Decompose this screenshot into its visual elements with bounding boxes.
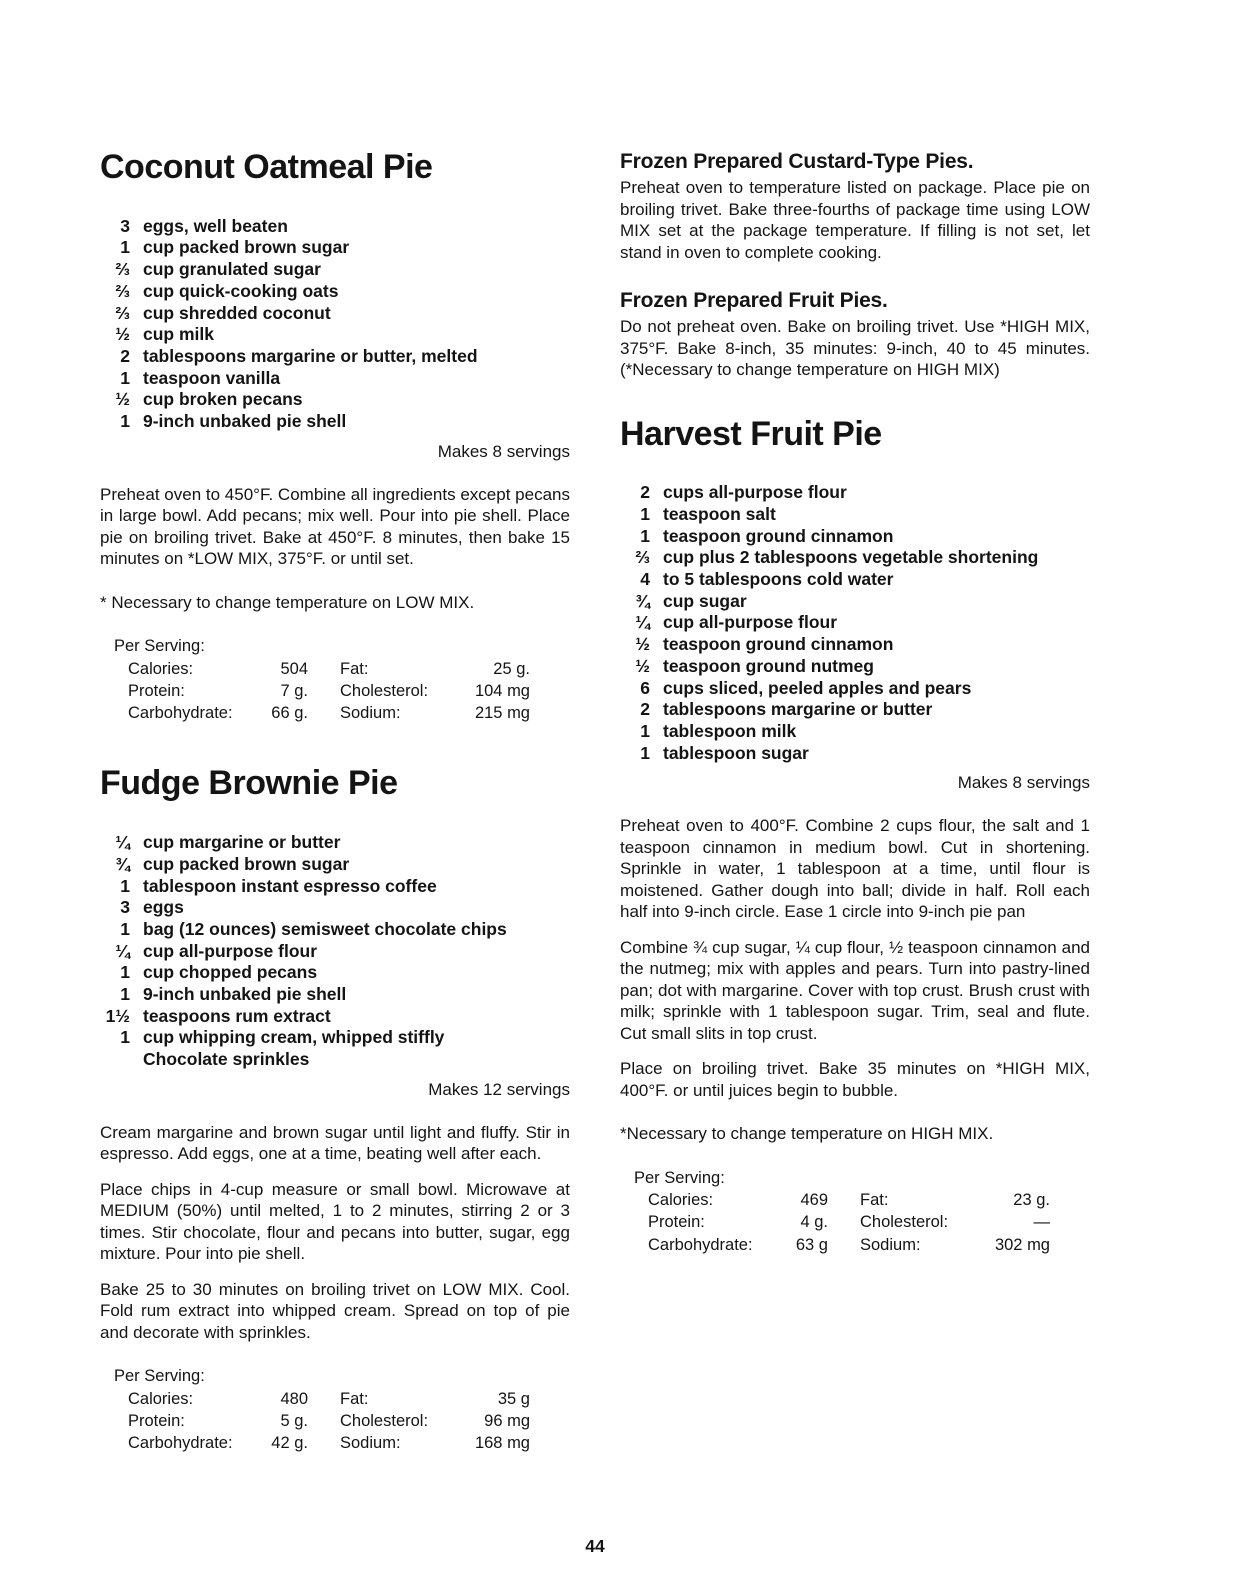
directions-paragraph: Preheat oven to 450°F. Combine all ingredients except pecans in large bowl. Add pecans; mix well. Pour into pie shell. Place pie on broiling trivet. Bake at 450°F. 8 minutes, then bake 15 minutes on *LOW MIX, 375°F. or until set. — [100, 484, 570, 569]
ingredient-row — [100, 346, 570, 368]
directions-paragraph: Place chips in 4-cup measure or small bowl. Microwave at MEDIUM (50%) until melted, 1 to 2 minutes, stirring 2 or 3 times. Stir chocolate, flour and pecans into butter, sugar, egg mixture. Pour into pie shell. — [100, 1179, 570, 1264]
ingredient-amount: 1 — [120, 875, 130, 896]
ingredient-amount: 1 — [640, 742, 650, 763]
ingredient-row — [620, 721, 1090, 743]
ingredient-text: cup shredded coconut — [143, 302, 331, 323]
nutrition-label: Sodium: — [340, 1434, 401, 1453]
ingredient-text: teaspoons rum extract — [143, 1005, 331, 1026]
left-column — [100, 150, 570, 1455]
ingredient-amount: ½ — [635, 634, 650, 655]
nutrition-row — [128, 1388, 570, 1410]
nutrition-label: Protein: — [128, 1411, 185, 1430]
ingredient-amount: ⅔ — [635, 547, 650, 568]
ingredient-amount — [100, 1049, 130, 1071]
ingredient-row — [620, 699, 1090, 721]
ingredient-row — [100, 281, 570, 303]
ingredient-list — [620, 482, 1090, 764]
yield-line: Makes 8 servings — [957, 773, 1090, 793]
ingredient-text: teaspoon salt — [663, 503, 776, 524]
ingredient-amount: 1 — [120, 918, 130, 939]
ingredient-text: bag (12 ounces) semisweet chocolate chips — [143, 918, 507, 939]
ingredient-text: cup whipping cream, whipped stiffly — [143, 1027, 445, 1048]
nutrition-label: Fat: — [340, 659, 369, 678]
ingredient-amount: ½ — [635, 655, 650, 676]
nutrition-row — [648, 1189, 1090, 1211]
right-column — [620, 150, 1090, 1256]
ingredient-row — [620, 634, 1090, 656]
footnote: *Necessary to change temperature on HIGH MIX. — [620, 1124, 994, 1144]
ingredient-row — [620, 482, 1090, 504]
ingredient-row — [100, 1049, 570, 1071]
ingredient-text: cups all-purpose flour — [663, 482, 847, 503]
section-spacer — [100, 724, 570, 766]
nutrition-value: 66 g. — [271, 704, 308, 723]
nutrition-row — [648, 1234, 1090, 1256]
ingredient-row — [100, 897, 570, 919]
section-frozen-fruit-pies — [620, 289, 1090, 381]
ingredient-row — [100, 832, 570, 854]
ingredient-amount: ½ — [115, 389, 130, 410]
yield-line: Makes 8 servings — [437, 441, 570, 461]
ingredient-amount: 4 — [640, 569, 650, 589]
nutrition-label: Cholesterol: — [340, 681, 429, 700]
ingredient-text: to 5 tablespoons cold water — [663, 569, 894, 589]
yield-line: Makes 12 servings — [428, 1079, 570, 1099]
nutrition-label: Fat: — [860, 1191, 889, 1210]
nutrition-row — [128, 702, 570, 724]
ingredient-amount: ¼ — [115, 940, 130, 961]
ingredient-amount: ¼ — [635, 612, 650, 633]
nutrition-value: 480 — [280, 1389, 308, 1408]
nutrition-heading: Per Serving: — [634, 1168, 725, 1187]
footnote: * Necessary to change temperature on LOW MIX. — [100, 592, 475, 612]
ingredient-amount: 1½ — [105, 1005, 130, 1026]
ingredient-list — [100, 216, 570, 433]
directions-paragraph: Preheat oven to 400°F. Combine 2 cups flour, the salt and 1 teaspoon cinnamon in medium bowl. Cut in shortening. Sprinkle in water, 1 tablespoon at a time, until flour is moistened. Gather dough into ball; divide in half. Roll each half into 9-inch circle. Ease 1 circle into 9-inch pie pan — [620, 816, 1090, 922]
ingredient-row — [100, 1027, 570, 1049]
ingredient-text: teaspoon ground nutmeg — [663, 655, 874, 676]
ingredient-row — [100, 368, 570, 390]
ingredient-text: tablespoons margarine or butter, melted — [143, 345, 478, 366]
ingredient-amount: ⅔ — [115, 280, 130, 301]
ingredient-text: cup packed brown sugar — [143, 853, 350, 874]
nutrition-label: Carbohydrate: — [648, 1235, 753, 1254]
nutrition-label: Fat: — [340, 1389, 369, 1408]
recipe-harvest-fruit-pie — [620, 414, 1090, 1257]
ingredient-text: cup broken pecans — [143, 389, 303, 410]
nutrition-value: 104 mg — [474, 681, 530, 700]
nutrition-value: 63 g — [795, 1235, 828, 1254]
ingredient-row — [100, 303, 570, 325]
nutrition-value: 302 mg — [994, 1235, 1050, 1254]
ingredient-row — [100, 854, 570, 876]
nutrition-heading: Per Serving: — [114, 637, 205, 656]
nutrition-row — [128, 1410, 570, 1432]
ingredient-amount: 1 — [120, 962, 130, 983]
ingredient-row — [100, 259, 570, 281]
ingredient-text: cup granulated sugar — [143, 259, 321, 280]
ingredient-amount: 1 — [640, 720, 650, 741]
nutrition-label: Sodium: — [340, 704, 401, 723]
ingredient-text: cup sugar — [663, 590, 747, 611]
ingredient-text: tablespoon instant espresso coffee — [143, 875, 437, 896]
ingredient-text: 9-inch unbaked pie shell — [143, 411, 347, 432]
ingredient-text: teaspoon ground cinnamon — [663, 634, 894, 655]
directions-paragraph: Place on broiling trivet. Bake 35 minutes on *HIGH MIX, 400°F. or until juices begin to bubble. — [620, 1059, 1090, 1100]
ingredient-row — [620, 504, 1090, 526]
ingredient-list — [100, 832, 570, 1071]
directions-paragraph: Cream margarine and brown sugar until light and fluffy. Stir in espresso. Add eggs, one at a time, beating well after each. — [100, 1122, 570, 1164]
nutrition-value: — — [1033, 1213, 1050, 1232]
section-heading: Frozen Prepared Fruit Pies. — [620, 289, 888, 312]
ingredient-text: 9-inch unbaked pie shell — [143, 984, 347, 1005]
nutrition-label: Protein: — [128, 681, 185, 700]
ingredient-amount: 1 — [120, 367, 130, 388]
ingredient-row — [620, 547, 1090, 569]
ingredient-amount: ¾ — [635, 590, 650, 611]
ingredient-row — [100, 389, 570, 411]
ingredient-amount: 2 — [120, 345, 130, 366]
ingredient-row — [100, 1006, 570, 1028]
ingredient-text: cup all-purpose flour — [143, 940, 318, 961]
ingredient-amount: 3 — [120, 215, 130, 236]
nutrition-facts — [620, 1167, 1090, 1256]
nutrition-value: 25 g. — [493, 659, 530, 678]
ingredient-amount: 1 — [640, 525, 650, 546]
ingredient-text: teaspoon vanilla — [143, 367, 281, 388]
recipe-title: Harvest Fruit Pie — [620, 414, 882, 453]
nutrition-label: Protein: — [648, 1213, 705, 1232]
ingredient-amount: ⅔ — [115, 259, 130, 280]
ingredient-amount: 1 — [120, 411, 130, 432]
ingredient-amount: 1 — [640, 503, 650, 524]
ingredient-text: tablespoon sugar — [663, 742, 809, 763]
nutrition-value: 7 g. — [280, 681, 308, 700]
ingredient-row — [620, 656, 1090, 678]
ingredient-amount: 1 — [120, 237, 130, 258]
ingredient-text: eggs, well beaten — [143, 215, 288, 236]
nutrition-rows — [114, 658, 570, 725]
ingredient-amount: 3 — [120, 897, 130, 918]
ingredient-row — [100, 984, 570, 1006]
ingredient-row — [100, 941, 570, 963]
nutrition-label: Calories: — [128, 1389, 194, 1408]
recipe-title: Fudge Brownie Pie — [100, 764, 398, 803]
ingredient-row — [620, 743, 1090, 765]
ingredient-text: Chocolate sprinkles — [143, 1049, 310, 1070]
nutrition-value: 35 g — [497, 1389, 530, 1408]
ingredient-text: cup all-purpose flour — [663, 612, 838, 633]
nutrition-label: Calories: — [648, 1191, 714, 1210]
ingredient-amount: 1 — [120, 1027, 130, 1048]
ingredient-amount: ¾ — [115, 853, 130, 874]
nutrition-rows — [114, 1388, 570, 1455]
nutrition-value: 42 g. — [271, 1434, 308, 1453]
ingredient-row — [620, 569, 1090, 591]
ingredient-row — [100, 411, 570, 433]
section-frozen-custard-pies — [620, 150, 1090, 263]
ingredient-row — [100, 237, 570, 259]
ingredient-text: cup margarine or butter — [143, 832, 341, 853]
ingredient-text: cups sliced, peeled apples and pears — [663, 677, 972, 698]
nutrition-facts — [100, 1365, 570, 1454]
recipe-title: Coconut Oatmeal Pie — [100, 148, 433, 186]
nutrition-row — [128, 658, 570, 680]
ingredient-text: cup plus 2 tablespoons vegetable shortening — [663, 547, 1039, 568]
directions-paragraph: Bake 25 to 30 minutes on broiling trivet on LOW MIX. Cool. Fold rum extract into whipped cream. Spread on top of pie and decorate with sprinkles. — [100, 1279, 570, 1342]
ingredient-amount: ¼ — [115, 832, 130, 853]
ingredient-text: eggs — [143, 897, 184, 918]
recipe-coconut-oatmeal-pie — [100, 150, 570, 724]
ingredient-row — [100, 876, 570, 898]
nutrition-value: 5 g. — [280, 1411, 308, 1430]
recipe-fudge-brownie-pie — [100, 766, 570, 1454]
section-body: Preheat oven to temperature listed on package. Place pie on broiling trivet. Bake three-fourths of package time using LOW MIX set at the package temperature. If filling is not set, let stand in oven to complete cooking. — [620, 178, 1090, 262]
nutrition-value: 96 mg — [484, 1411, 530, 1430]
nutrition-label: Carbohydrate: — [128, 1434, 233, 1453]
nutrition-label: Sodium: — [860, 1235, 921, 1254]
section-heading: Frozen Prepared Custard-Type Pies. — [620, 150, 974, 173]
nutrition-value: 215 mg — [474, 704, 530, 723]
ingredient-row — [100, 962, 570, 984]
ingredient-row — [100, 216, 570, 238]
nutrition-row — [128, 1432, 570, 1454]
ingredient-text: cup milk — [143, 324, 214, 345]
ingredient-amount: 1 — [120, 984, 130, 1005]
nutrition-facts — [100, 635, 570, 724]
ingredient-row — [620, 526, 1090, 548]
ingredient-row — [100, 919, 570, 941]
ingredient-amount: ⅔ — [115, 302, 130, 323]
nutrition-rows — [634, 1189, 1090, 1256]
ingredient-amount: 2 — [640, 482, 650, 503]
ingredient-text: tablespoons margarine or butter — [663, 699, 933, 720]
nutrition-label: Carbohydrate: — [128, 704, 233, 723]
ingredient-row — [100, 324, 570, 346]
ingredient-text: teaspoon ground cinnamon — [663, 525, 894, 546]
nutrition-label: Cholesterol: — [340, 1411, 429, 1430]
ingredient-row — [620, 678, 1090, 700]
nutrition-label: Cholesterol: — [860, 1213, 949, 1232]
nutrition-value: 168 mg — [474, 1434, 530, 1453]
nutrition-value: 23 g. — [1013, 1191, 1050, 1210]
ingredient-text: cup chopped pecans — [143, 962, 318, 983]
page-number: 44 — [585, 1536, 605, 1556]
ingredient-amount: 2 — [640, 699, 650, 720]
ingredient-row — [620, 591, 1090, 613]
nutrition-row — [128, 680, 570, 702]
section-spacer — [620, 381, 1090, 417]
directions-paragraph: Combine ¾ cup sugar, ¼ cup flour, ½ teaspoon cinnamon and the nutmeg; mix with apples and pears. Turn into pastry-lined pan; dot with margarine. Cover with top crust. Brush crust with milk; sprinkle with 1 tablespoon sugar. Trim, seal and flute. Cut small slits in top crust. — [620, 937, 1090, 1043]
ingredient-row — [620, 612, 1090, 634]
nutrition-row — [648, 1211, 1090, 1233]
nutrition-heading: Per Serving: — [114, 1367, 205, 1386]
ingredient-amount: ½ — [115, 324, 130, 345]
ingredient-amount: 6 — [640, 677, 650, 698]
nutrition-value: 4 g. — [800, 1213, 828, 1232]
nutrition-value: 504 — [280, 659, 308, 678]
ingredient-text: cup quick-cooking oats — [143, 280, 339, 301]
nutrition-label: Calories: — [128, 659, 194, 678]
ingredient-text: cup packed brown sugar — [143, 237, 350, 258]
section-body: Do not preheat oven. Bake on broiling trivet. Use *HIGH MIX, 375°F. Bake 8-inch, 35 minutes: 9-inch, 40 to 45 minutes. (*Necessary to change temperature on HIGH MIX) — [620, 317, 1090, 379]
nutrition-value: 469 — [800, 1191, 828, 1210]
ingredient-text: tablespoon milk — [663, 720, 797, 741]
